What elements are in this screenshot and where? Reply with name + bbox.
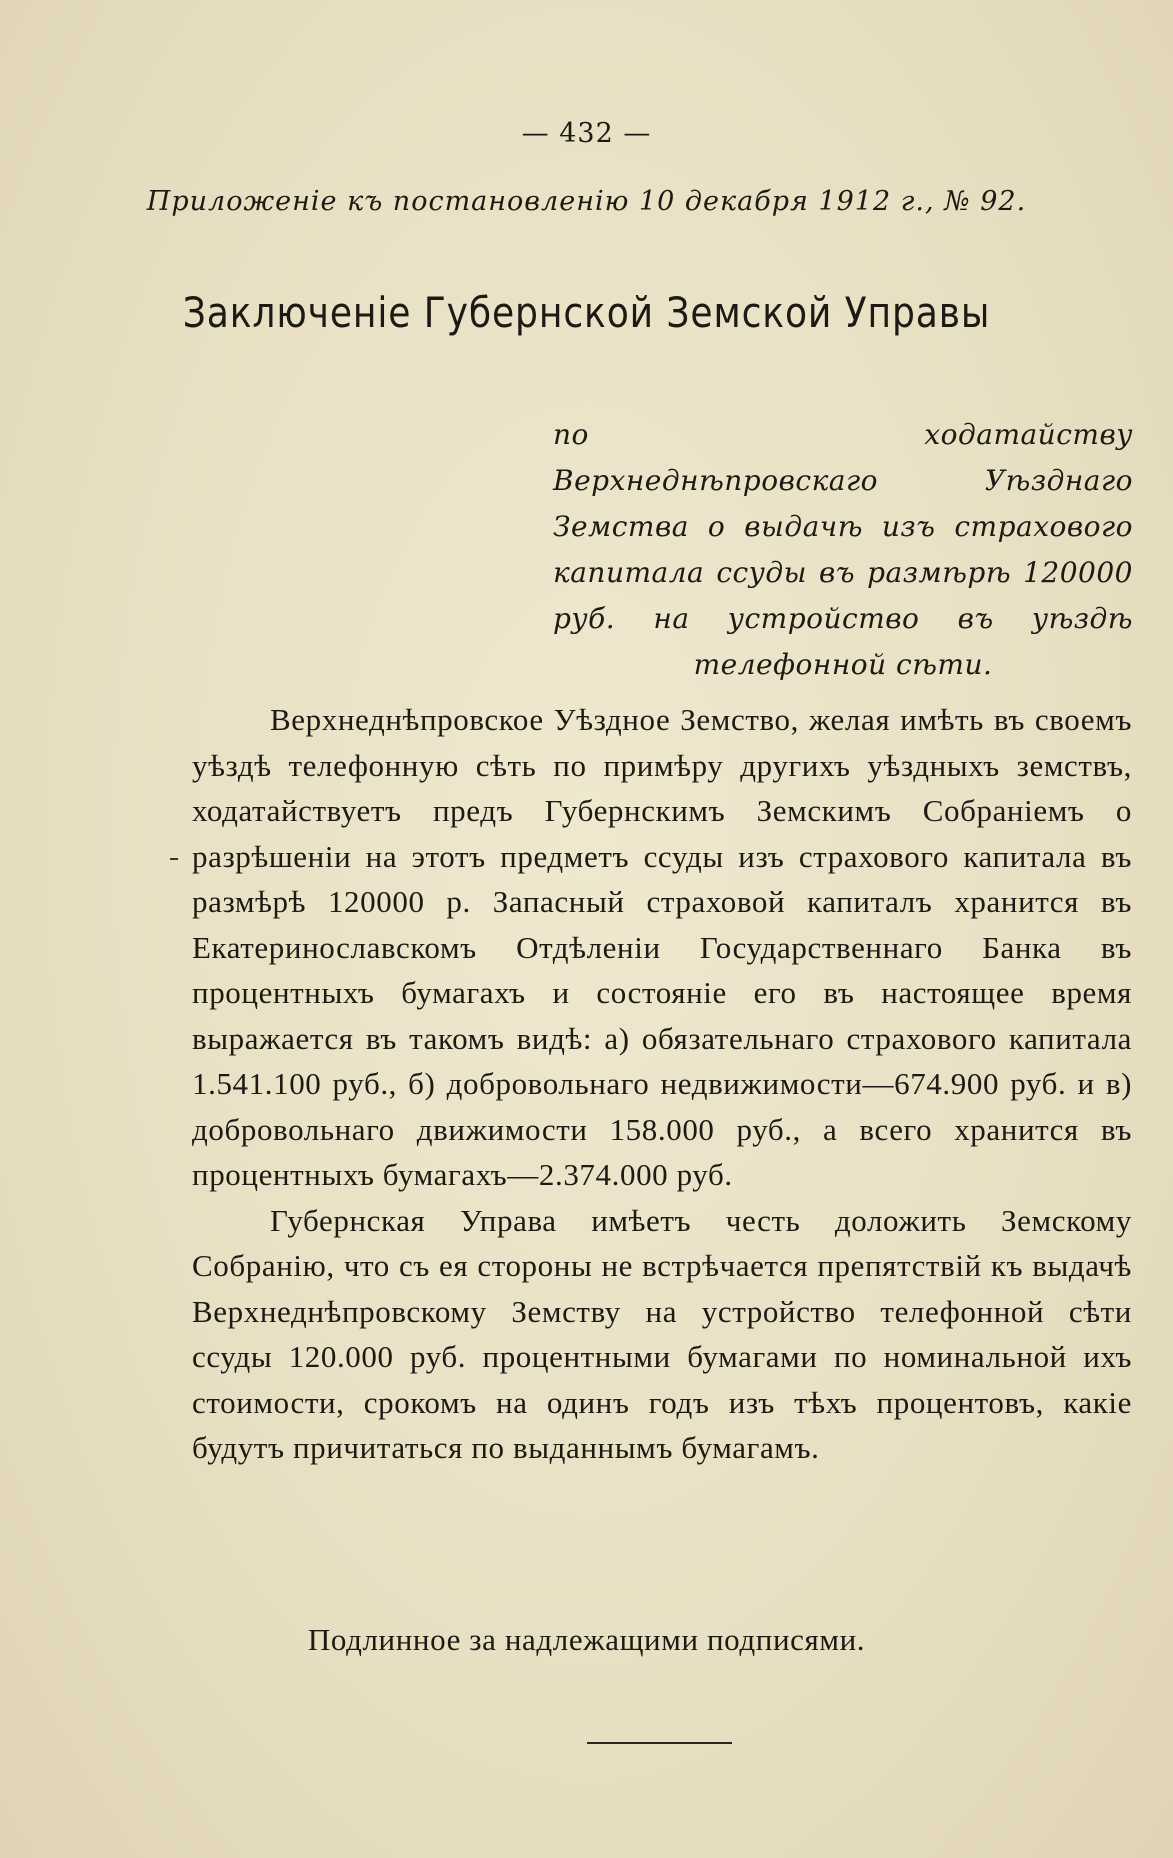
paragraph-2: Губернская Управа имѣетъ честь доложить Земскому Собранію, что съ ея стороны не встрѣчается препятствій къ выдачѣ Верхнеднѣпровскому Земству на устройство телефонной сѣти ссуды 120.000 руб. процентными бумагами по номинальной ихъ стоимости, срокомъ на одинъ годъ изъ тѣхъ процентовъ, какіе будутъ причитаться по выданнымъ бумагамъ. xyxy=(192,1202,1132,1465)
document-subject: по ходатайству Верхнеднѣпровскаго Уѣзднаго Земства о выдачѣ изъ страхового капитала ссуды въ размѣрѣ 120000 руб. на устройство въ уѣздѣ телефонной сѣти. xyxy=(553,418,1133,681)
document-body xyxy=(192,697,1132,1471)
appendix-note: Приложеніе къ постановленію 10 декабря 1912 г., № 92. xyxy=(146,186,1027,217)
signature-line: Подлинное за надлежащими подписями. xyxy=(307,1622,866,1657)
page-number: — 432 — xyxy=(521,118,652,149)
paragraph-1: Верхнеднѣпровское Уѣздное Земство, желая имѣть въ своемъ уѣздѣ телефонную сѣть по примѣру другихъ уѣздныхъ земствъ, ходатайствуетъ предъ Губернскимъ Земскимъ Собраніемъ о разрѣшеніи на этотъ предметъ ссуды изъ страхового капитала въ размѣрѣ 120000 р. Запасный страховой капиталъ хранится въ Екатеринославскомъ Отдѣленіи Государственнаго Банка въ процентныхъ бумагахъ и состояніе его въ настоящее время выражается въ такомъ видѣ: а) обязательнаго страхового капитала 1.541.100 руб., б) добровольнаго недвижимости—674.900 руб. и в) добровольнаго движимости 158.000 руб., а всего хранится въ процентныхъ бумагахъ—2.374.000 руб. xyxy=(192,702,1132,1192)
margin-mark xyxy=(170,858,178,860)
closing-rule xyxy=(587,1742,732,1744)
document-title: Заключеніе Губернской Земской Управы xyxy=(182,288,991,337)
